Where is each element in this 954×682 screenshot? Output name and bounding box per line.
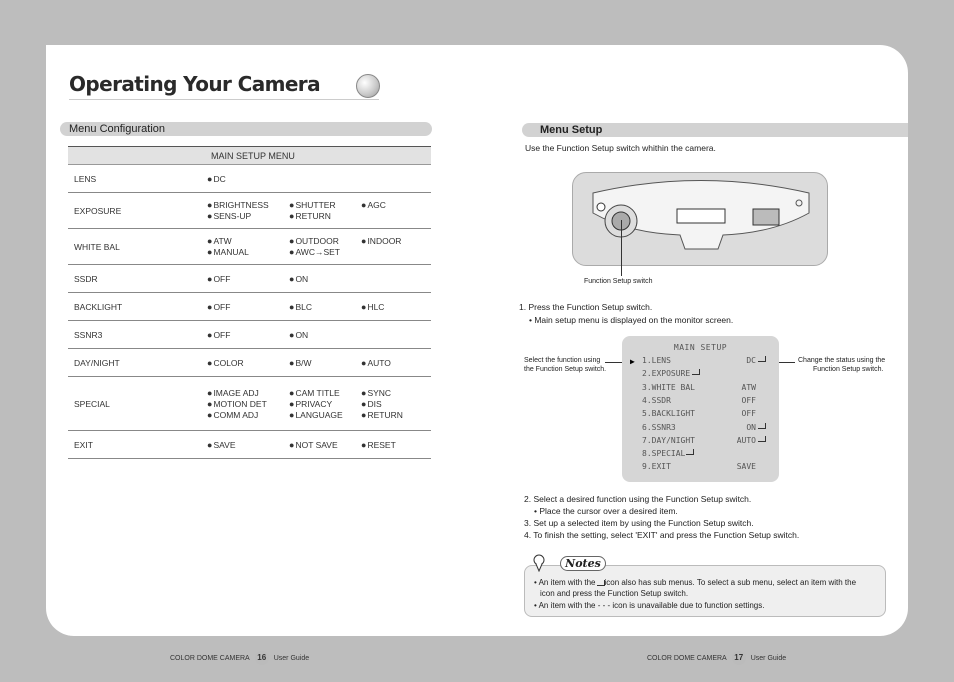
monitor-item-name: 1.LENS: [642, 356, 671, 365]
step-1: 1. Press the Function Setup switch.: [519, 302, 653, 312]
menu-option: ● NOT SAVE: [289, 440, 361, 450]
step-2: 2. Select a desired function using the Function Setup switch.: [524, 494, 752, 504]
footer-right-product: COLOR DOME CAMERA: [647, 654, 727, 662]
menu-options: [201, 321, 431, 349]
monitor-item-name: 6.SSNR3: [642, 422, 676, 432]
footer-left: [170, 651, 309, 665]
footer-left-product: COLOR DOME CAMERA: [170, 654, 250, 662]
menu-option: ● SAVE: [207, 440, 289, 450]
menu-option: ● CAM TITLE: [289, 388, 361, 398]
menu-option: ● LANGUAGE: [289, 410, 361, 420]
return-icon: [758, 356, 766, 362]
monitor-item-value: DC: [746, 356, 756, 365]
menu-option: ● MANUAL: [207, 247, 289, 257]
table-row: [68, 431, 431, 459]
menu-option: ● MOTION DET: [207, 399, 289, 409]
return-icon: [597, 580, 605, 586]
monitor-screen: [622, 336, 779, 482]
monitor-item-value: ON: [746, 422, 756, 432]
monitor-row: [642, 396, 770, 408]
monitor-row: [642, 436, 770, 448]
footer-right-page: 17: [732, 651, 746, 665]
menu-options: [201, 431, 431, 459]
menu-label: EXPOSURE: [68, 193, 201, 229]
footer-right-guide: User Guide: [750, 654, 787, 662]
section-menu-configuration: Menu Configuration: [60, 122, 432, 136]
callout-right-line2: Function Setup switch.: [813, 366, 884, 373]
monitor-row: [642, 356, 770, 368]
menu-label: SSDR: [68, 265, 201, 293]
menu-option: ● HLC: [361, 302, 427, 312]
camera-board-illustration: [572, 172, 828, 266]
menu-label: SPECIAL: [68, 377, 201, 431]
section-menu-setup: Menu Setup: [522, 123, 908, 137]
cursor-arrow-icon: ▶: [630, 357, 635, 366]
menu-option: ● RETURN: [289, 211, 361, 221]
menu-label: SSNR3: [68, 321, 201, 349]
callout-left-line1: Select the function using: [524, 357, 601, 364]
menu-option: ● DIS: [361, 399, 427, 409]
monitor-item-name: 5.BACKLIGHT: [642, 409, 695, 419]
return-icon: [692, 369, 700, 375]
menu-option: ● AGC: [361, 200, 427, 210]
monitor-row: [642, 462, 770, 474]
monitor-row: [642, 423, 770, 435]
monitor-item-name: 4.SSDR: [642, 395, 671, 405]
intro-text: Use the Function Setup switch whithin the camera.: [525, 143, 716, 153]
table-header: MAIN SETUP MENU: [68, 147, 431, 165]
note-1-rest: icon also has sub menus. To select a sub menu, select an item with the: [604, 578, 857, 587]
monitor-row: [642, 409, 770, 421]
monitor-row: [642, 369, 770, 381]
monitor-item-value: ATW: [741, 382, 756, 392]
menu-option: ● PRIVACY: [289, 399, 361, 409]
monitor-item-value: AUTO: [736, 435, 756, 445]
menu-option: ● ON: [289, 330, 361, 340]
monitor-item-name: 8.SPECIAL: [642, 449, 686, 459]
menu-options: [201, 265, 431, 293]
monitor-row: [642, 449, 770, 461]
menu-options: [201, 229, 431, 265]
main-setup-menu-table: [68, 146, 431, 459]
menu-option: ● BRIGHTNESS: [207, 200, 289, 210]
menu-option: ● SYNC: [361, 388, 427, 398]
monitor-item-value: OFF: [741, 409, 756, 419]
menu-label: BACKLIGHT: [68, 293, 201, 321]
note-1-start: • An item with the: [534, 578, 596, 587]
menu-option: ● IMAGE ADJ: [207, 388, 289, 398]
menu-label: EXIT: [68, 431, 201, 459]
note-1-line1: [534, 578, 856, 587]
step-1-bullet: • Main setup menu is displayed on the monitor screen.: [529, 315, 734, 325]
return-icon: [686, 449, 694, 455]
menu-options: [201, 165, 431, 193]
step-2-bullet: • Place the cursor over a desired item.: [534, 506, 678, 516]
menu-label: WHITE BAL: [68, 229, 201, 265]
menu-option: ● COMM ADJ: [207, 410, 289, 420]
monitor-item-value: SAVE: [736, 462, 756, 472]
notes-label: Notes: [560, 556, 606, 571]
table-row: [68, 165, 431, 193]
return-icon: [758, 436, 766, 442]
table-row: [68, 265, 431, 293]
table-row: [68, 193, 431, 229]
menu-label: LENS: [68, 165, 201, 193]
menu-option: ● SENS-UP: [207, 211, 289, 221]
pencil-notes-icon: [532, 554, 546, 572]
switch-caption: Function Setup switch: [584, 278, 653, 285]
return-icon: [758, 423, 766, 429]
menu-option: ● B/W: [289, 358, 361, 368]
footer-left-guide: User Guide: [273, 654, 310, 662]
page-title: Operating Your Camera: [69, 72, 320, 96]
step-4: 4. To finish the setting, select 'EXIT' and press the Function Setup switch.: [524, 530, 800, 540]
callout-right-line1: Change the status using the: [798, 357, 886, 364]
menu-options: [201, 293, 431, 321]
menu-options: [201, 377, 431, 431]
menu-option: ● ATW: [207, 236, 289, 246]
orb-icon: [356, 74, 380, 98]
footer-left-page: 16: [255, 651, 269, 665]
menu-option: ● INDOOR: [361, 236, 427, 246]
monitor-item-name: 3.WHITE BAL: [642, 382, 695, 392]
note-1-line2: icon and press the Function Setup switch.: [540, 589, 689, 598]
footer-right: [647, 651, 786, 665]
monitor-item-name: 9.EXIT: [642, 462, 671, 472]
menu-option: ● RETURN: [361, 410, 427, 420]
menu-option: ● OFF: [207, 330, 289, 340]
menu-option: ● COLOR: [207, 358, 289, 368]
menu-option: ● DC: [207, 174, 289, 184]
menu-label: DAY/NIGHT: [68, 349, 201, 377]
menu-option: ● AWC→SET: [289, 247, 361, 257]
note-2: • An item with the - - - icon is unavailable due to function settings.: [534, 601, 765, 610]
menu-option: ● ON: [289, 274, 361, 284]
menu-option: ● AUTO: [361, 358, 427, 368]
monitor-item-name: 7.DAY/NIGHT: [642, 435, 695, 445]
table-row: [68, 321, 431, 349]
menu-option: ● RESET: [361, 440, 427, 450]
table-row: [68, 293, 431, 321]
step-3: 3. Set up a selected item by using the Function Setup switch.: [524, 518, 754, 528]
menu-option: ● OFF: [207, 274, 289, 284]
menu-option: ● SHUTTER: [289, 200, 361, 210]
page-corner: [46, 45, 76, 75]
menu-options: [201, 193, 431, 229]
monitor-item-value: OFF: [741, 395, 756, 405]
menu-option: ● BLC: [289, 302, 361, 312]
menu-option: ● OUTDOOR: [289, 236, 361, 246]
table-row: [68, 377, 431, 431]
menu-option: ● OFF: [207, 302, 289, 312]
monitor-title: MAIN SETUP: [673, 343, 728, 352]
table-row: [68, 229, 431, 265]
callout-left-line2: the Function Setup switch.: [524, 366, 607, 373]
monitor-item-name: 2.EXPOSURE: [642, 369, 691, 379]
monitor-row: [642, 383, 770, 395]
switch-pointer-line: [621, 220, 622, 276]
table-row: [68, 349, 431, 377]
menu-options: [201, 349, 431, 377]
title-divider: [69, 99, 379, 100]
